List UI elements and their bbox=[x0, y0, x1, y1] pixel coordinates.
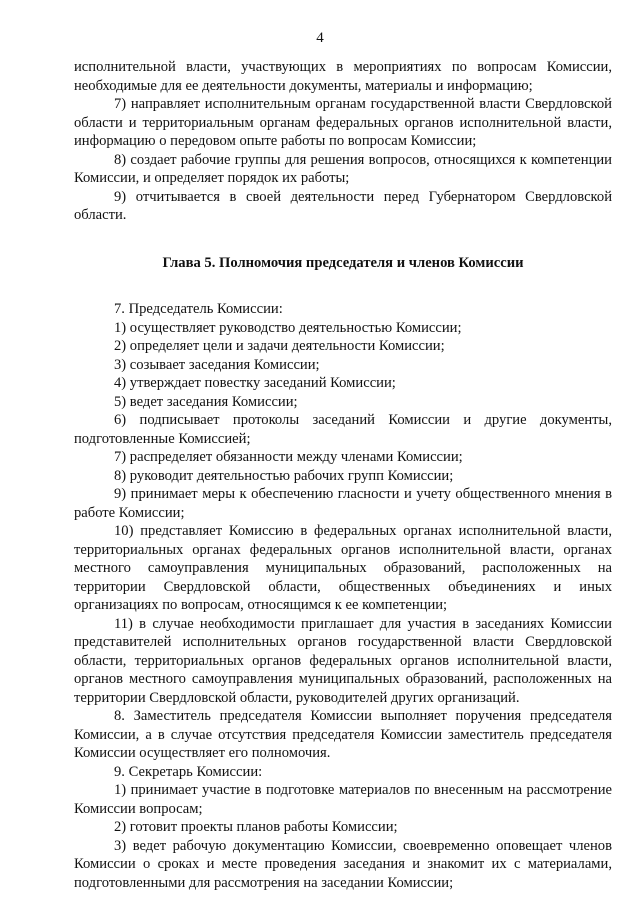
chairman-item-9: 9) принимает меры к обеспечению гласности и учету общественного мнения в работе Комиссии; bbox=[74, 486, 612, 521]
chairman-item-4: 4) утверждает повестку заседаний Комиссии; bbox=[114, 375, 396, 391]
chairman-item-10: 10) представляет Комиссию в федеральных органах исполнительной власти, территориальных органах федеральных органов исполнительной власти, органах местного самоуправления муниципальных образований, расположенных на территории Свердловской области, общественных объединениях и иных организациях по вопросам, относящимся к ее компетенции; bbox=[74, 523, 612, 613]
list-item-9-reports-to-governor: 9) отчитывается в своей деятельности перед Губернатором Свердловской области. bbox=[74, 188, 612, 223]
paragraph-continuation: исполнительной власти, участвующих в мероприятиях по вопросам Комиссии, необходимые для ее деятельности документы, материалы и информацию; bbox=[74, 59, 612, 94]
page-number: 4 bbox=[316, 30, 324, 46]
secretary-item-3: 3) ведет рабочую документацию Комиссии, своевременно оповещает членов Комиссии о сроках и месте проведения заседания и знакомит их с материалами, подготовленными для рассмотрения на заседании Комиссии; bbox=[74, 837, 612, 891]
secretary-item-1: 1) принимает участие в подготовке материалов по внесенным на рассмотрение Комиссии вопросам; bbox=[74, 782, 612, 817]
section-9-secretary: 9. Секретарь Комиссии: bbox=[114, 763, 263, 780]
secretary-item-2: 2) готовит проекты планов работы Комиссии; bbox=[114, 819, 398, 835]
chairman-item-5: 5) ведет заседания Комиссии; bbox=[114, 393, 298, 410]
chairman-item-6: 6) подписывает протоколы заседаний Комиссии и другие документы, подготовленные Комиссией; bbox=[74, 412, 612, 447]
section-7-chairman: 7. Председатель Комиссии: bbox=[114, 301, 283, 317]
section-8-deputy-chairman: 8. Заместитель председателя Комиссии выполняет поручения председателя Комиссии, а в случае отсутствия председателя Комиссии заместитель председателя Комиссии осуществляет его полномочия. bbox=[74, 708, 612, 761]
chairman-item-8: 8) руководит деятельностью рабочих групп Комиссии; bbox=[114, 467, 454, 484]
list-item-8-working-groups: 8) создает рабочие группы для решения вопросов, относящихся к компетенции Комиссии, и определяет порядок их работы; bbox=[74, 151, 612, 186]
chairman-item-11: 11) в случае необходимости приглашает для участия в заседаниях Комиссии представителей исполнительных органов государственной власти Свердловской области, территориальных органов федеральных органов исполнительной власти, органов местного самоуправления муниципальных образований, расположенных на территории Свердловской области, руководителей других организаций. bbox=[74, 615, 612, 706]
document-body bbox=[74, 58, 612, 892]
chairman-item-3: 3) созывает заседания Комиссии; bbox=[114, 356, 320, 373]
chairman-item-1: 1) осуществляет руководство деятельностью Комиссии; bbox=[114, 319, 462, 336]
chairman-item-7: 7) распределяет обязанности между членами Комиссии; bbox=[114, 449, 463, 465]
chairman-item-2: 2) определяет цели и задачи деятельности Комиссии; bbox=[114, 338, 445, 354]
chapter-heading: Глава 5. Полномочия председателя и членов Комиссии bbox=[162, 254, 524, 271]
list-item-7-sends-information: 7) направляет исполнительным органам государственной власти Свердловской области и территориальным органам федеральных органов исполнительной власти, информацию о передовом опыте работы по вопросам Комиссии; bbox=[74, 96, 612, 149]
